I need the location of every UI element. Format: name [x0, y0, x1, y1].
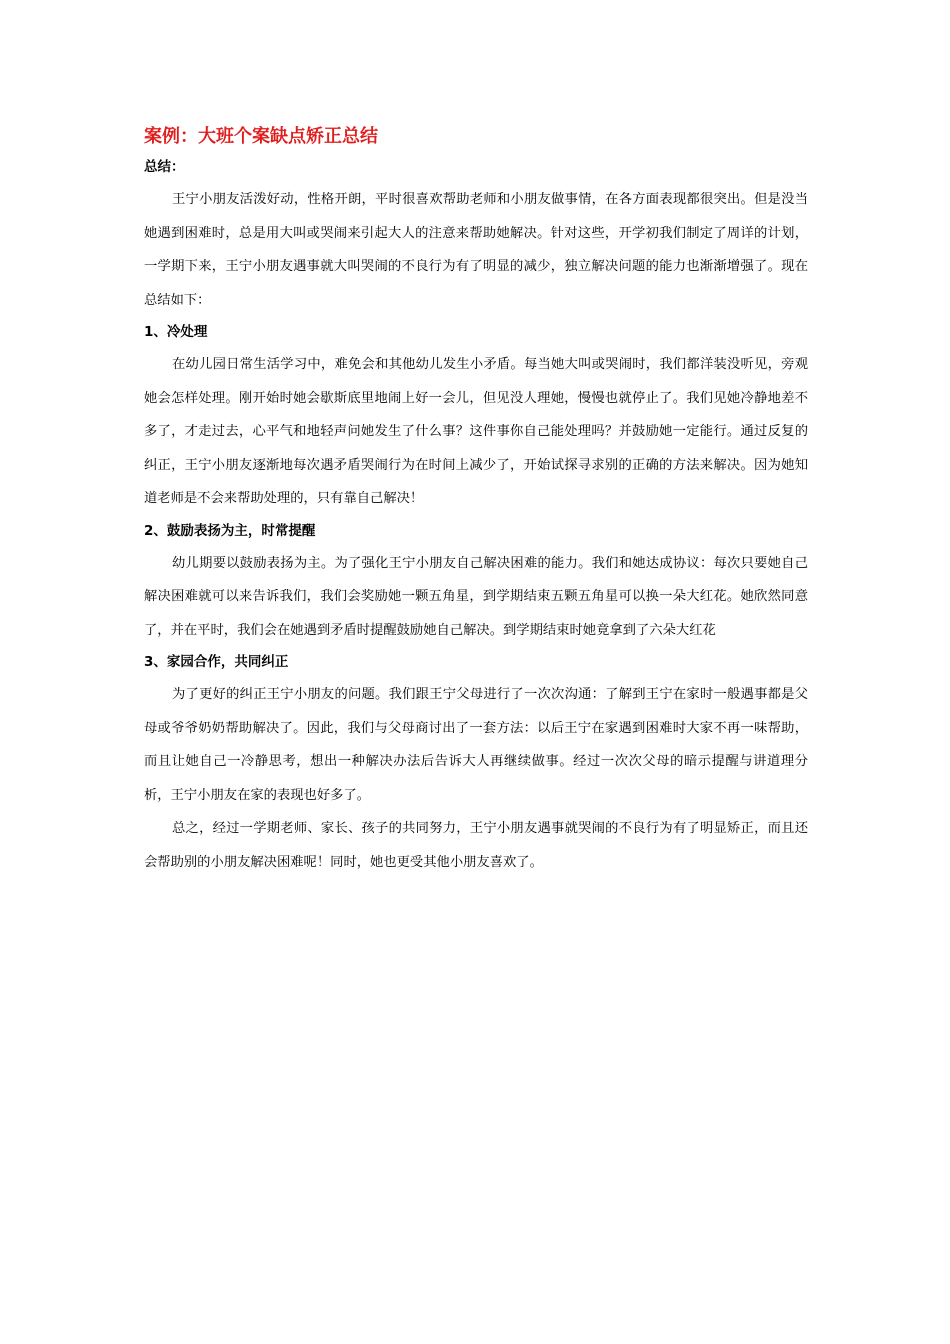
section-heading-cold-treatment: 1、冷处理 — [144, 324, 208, 340]
conclusion-paragraph: 总之，经过一学期老师、家长、孩子的共同努力，王宁小朋友遇事就哭闹的不良行为有了明显矫正，而且还会帮助别的小朋友解决困难呢！同时，她也更受其他小朋友喜欢了。 — [144, 821, 808, 870]
summary-label: 总结： — [144, 159, 185, 175]
intro-paragraph: 王宁小朋友活泼好动，性格开朗，平时很喜欢帮助老师和小朋友做事情，在各方面表现都很突出。但是没当她遇到困难时，总是用大叫或哭闹来引起大人的注意来帮助她解决。针对这些，开学初我们制定了周详的计划，一学期下来，王宁小朋友遇事就大叫哭闹的不良行为有了明显的减少，独立解决问题的能力也渐渐增强了。现在总结如下： — [144, 192, 808, 308]
document-page — [144, 122, 808, 879]
document-title: 案例：大班个案缺点矫正总结 — [144, 126, 378, 147]
section-heading-home-cooperation: 3、家园合作，共同纠正 — [144, 654, 289, 670]
section-text-cold-treatment: 在幼儿园日常生活学习中，难免会和其他幼儿发生小矛盾。每当她大叫或哭闹时，我们都洋装没听见，旁观她会怎样处理。刚开始时她会歇斯底里地闹上好一会儿，但见没人理她，慢慢也就停止了。我们见她冷静地差不多了，才走过去，心平气和地轻声问她发生了什么事？这件事你自己能处理吗？并鼓励她一定能行。通过反复的纠正，王宁小朋友逐渐地每次遇矛盾哭闹行为在时间上减少了，开始试探寻求别的正确的方法来解决。因为她知道老师是不会来帮助处理的，只有靠自己解决！ — [144, 357, 808, 506]
section-text-home-cooperation: 为了更好的纠正王宁小朋友的问题。我们跟王宁父母进行了一次次沟通：了解到王宁在家时一般遇事都是父母或爷爷奶奶帮助解决了。因此，我们与父母商讨出了一套方法：以后王宁在家遇到困难时大家不再一味帮助，而且让她自己一冷静思考，想出一种解决办法后告诉大人再继续做事。经过一次次父母的暗示提醒与讲道理分析，王宁小朋友在家的表现也好多了。 — [144, 687, 808, 803]
section-text-encouragement: 幼儿期要以鼓励表扬为主。为了强化王宁小朋友自己解决困难的能力。我们和她达成协议：每次只要她自己解决困难就可以来告诉我们，我们会奖励她一颗五角星，到学期结束五颗五角星可以换一朵大红花。她欣然同意了，并在平时，我们会在她遇到矛盾时提醒鼓励她自己解决。到学期结束时她竟拿到了六朵大红花 — [144, 555, 808, 638]
section-heading-encouragement: 2、鼓励表扬为主，时常提醒 — [144, 522, 316, 539]
